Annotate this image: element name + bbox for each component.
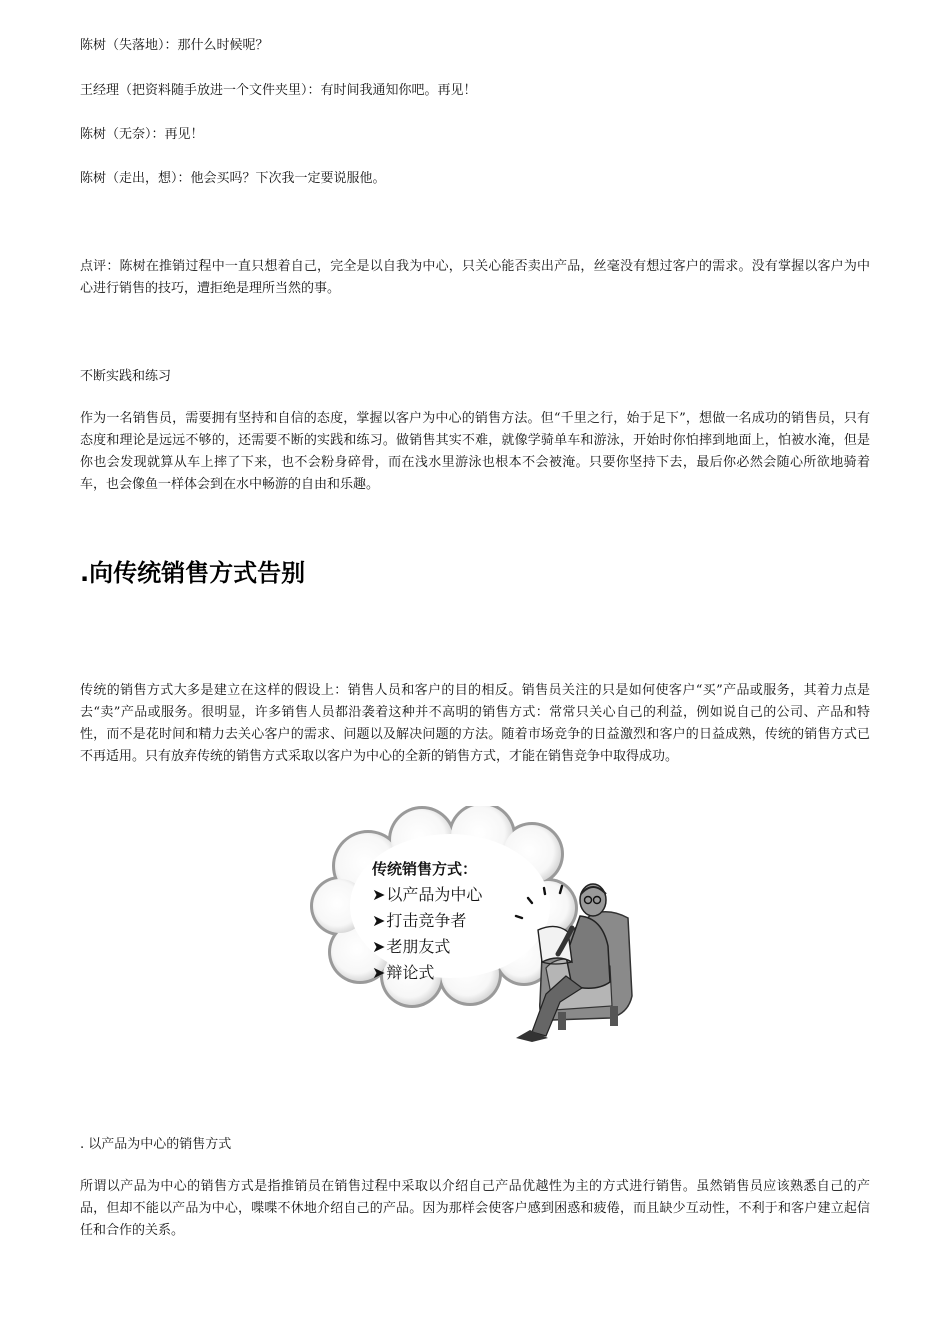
section-heading: .向传统销售方式告别 bbox=[80, 559, 306, 587]
practice-subtitle: 不断实践和练习 bbox=[80, 369, 172, 384]
practice-paragraph: 作为一名销售员，需要拥有坚持和自信的态度，掌握以客户为中心的销售方法。但“千里之行，始于足下”，想做一名成功的销售员，只有态度和理论是远远不够的，还需要不断的实践和练习。做销售其实不难，就像学骑单车和游泳，开始时你怕摔到地面上，怕被水淹，但是你也会发现就算从车上摔了下来，也不会粉身碎骨，而在浅水里游泳也根本不会被淹。只要你坚持下去，最后你必然会随心所欲地骑着车，也会像鱼一样体会到在水中畅游的自由和乐趣。 bbox=[80, 411, 870, 492]
illustration-item bbox=[372, 960, 482, 986]
illustration-title: 传统销售方式： bbox=[372, 860, 478, 878]
illustration-item bbox=[372, 908, 482, 934]
traditional-sales-illustration bbox=[310, 806, 642, 1050]
product-centered-paragraph: 所谓以产品为中心的销售方式是指推销员在销售过程中采取以介绍自己产品优越性为主的方式进行销售。虽然销售员应该熟悉自己的产品，但却不能以产品为中心，喋喋不休地介绍自己的产品。因为那样会使客户感到困惑和疲倦，而且缺少互动性，不利于和客户建立起信任和合作的关系。 bbox=[80, 1179, 870, 1238]
illustration-item bbox=[372, 882, 482, 908]
arrow-icon: ➤ bbox=[372, 911, 386, 930]
illustration-item-label: 打击竞争者 bbox=[386, 911, 467, 930]
section-intro-paragraph: 传统的销售方式大多是建立在这样的假设上：销售人员和客户的目的相反。销售员关注的只是如何使客户“买”产品或服务，其着力点是去“卖”产品或服务。很明显，许多销售人员都沿袭着这种并不高明的销售方式：常常只关心自己的利益，例如说自己的公司、产品和特性，而不是花时间和精力去关心客户的需求、问题以及解决问题的方法。随着市场竞争的日益激烈和客户的日益成熟，传统的销售方式已不再适用。只有放弃传统的销售方式采取以客户为中心的全新的销售方式，才能在销售竞争中取得成功。 bbox=[80, 683, 870, 764]
dialogue-line-3: 陈树（无奈）：再见！ bbox=[80, 127, 204, 142]
illustration-item-label: 以产品为中心 bbox=[386, 885, 483, 904]
comment-paragraph: 点评：陈树在推销过程中一直只想着自己，完全是以自我为中心，只关心能否卖出产品，丝毫没有想过客户的需求。没有掌握以客户为中心进行销售的技巧，遭拒绝是理所当然的事。 bbox=[80, 259, 870, 296]
dialogue-line-1: 陈树（失落地）：那什么时候呢？ bbox=[80, 38, 269, 53]
arrow-icon: ➤ bbox=[372, 963, 386, 982]
arrow-icon: ➤ bbox=[372, 937, 386, 956]
cloud-text bbox=[372, 856, 482, 986]
illustration-item-label: 辩论式 bbox=[386, 963, 435, 982]
illustration-item bbox=[372, 934, 482, 960]
dialogue-line-4: 陈树（走出，想）：他会买吗？下次我一定要说服他。 bbox=[80, 171, 386, 186]
arrow-icon: ➤ bbox=[372, 885, 386, 904]
illustration-item-label: 老朋友式 bbox=[386, 937, 451, 956]
dialogue-line-2: 王经理（把资料随手放进一个文件夹里）：有时间我通知你吧。再见！ bbox=[80, 83, 477, 98]
product-centered-subtitle: . 以产品为中心的销售方式 bbox=[80, 1137, 232, 1152]
